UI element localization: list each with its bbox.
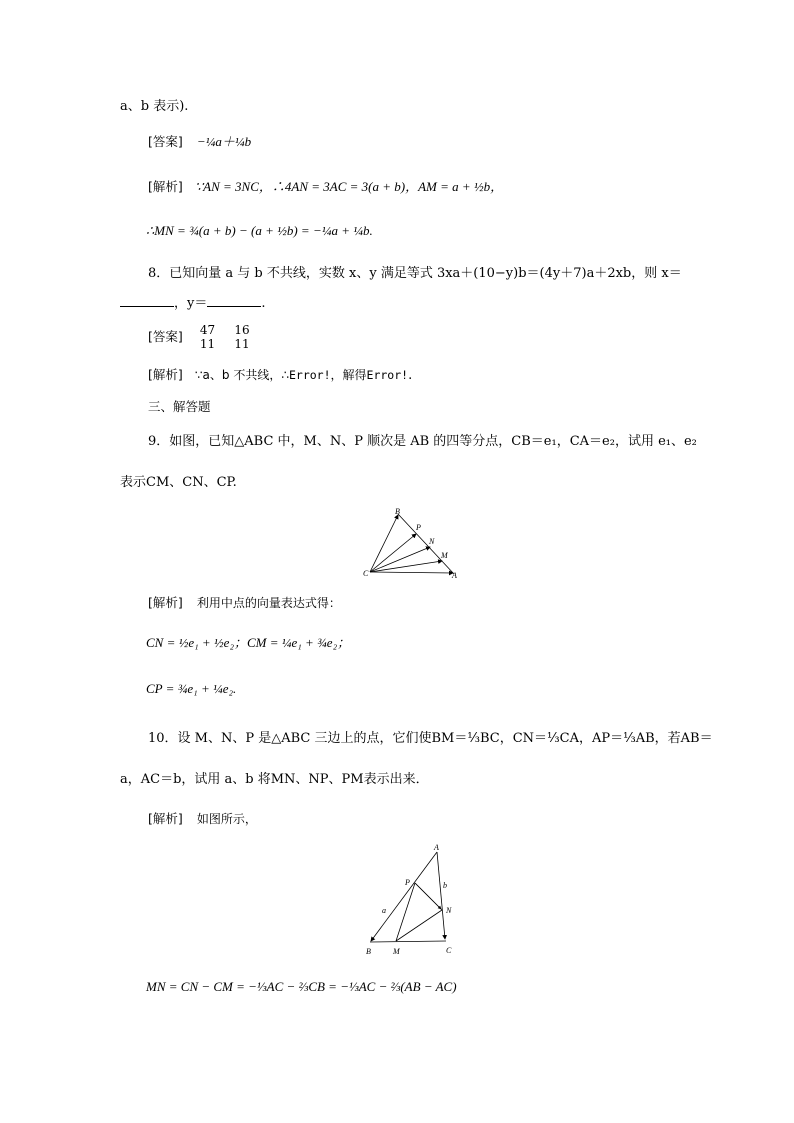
error-placeholder: Error!: [366, 368, 409, 382]
q8-solution-end: .: [408, 368, 413, 383]
q9-solution-line3: [146, 680, 236, 699]
q8-question-text: 8．已知向量 a 与 b 不共线，实数 x、y 满足等式 3xa＋(10−y)b＝(4y＋7)a＋2xb，则 x＝: [148, 266, 682, 281]
q9-solution-text3: CP = ¾e₁ + ¼e₂.: [146, 681, 237, 696]
q10-solution-row: [148, 810, 257, 829]
label-c: C: [363, 569, 369, 578]
q8-answer-x: [199, 323, 216, 351]
q9-question-text: 9．如图，已知△ABC 中，M、N、P 顺次是 AB 的四等分点，CB＝e₁，CA＝e₂，试用 e₁、e₂: [148, 434, 697, 449]
label-c: C: [446, 946, 452, 955]
q10-solution-line2: [146, 978, 457, 997]
section-heading: 三、解答题: [148, 399, 211, 414]
side-ab: [398, 514, 454, 574]
fraction-numerator: 47: [199, 323, 216, 337]
q8-solution-text: ∵a、b 不共线，∴: [194, 368, 289, 382]
fraction-denominator: 11: [199, 337, 216, 351]
q7-answer-row: [148, 133, 251, 152]
label-n: N: [446, 906, 452, 915]
q7-solution-text1: ∵AN = 3NC，∴4AN = 3AC = 3(a + b)，AM = a + ½b，: [194, 179, 504, 194]
text-line-top: a、b 表示).: [120, 99, 189, 114]
fraction-denominator: 11: [234, 337, 250, 351]
q9-solution-text1: 利用中点的向量表达式得：: [196, 596, 341, 610]
q9-question-line2: [120, 474, 237, 492]
answer-tag: [答案]: [148, 329, 183, 344]
q8-answer-row: [148, 323, 252, 351]
q8-solution-text-b: ，解得: [330, 368, 367, 382]
blank-x: [120, 294, 174, 307]
label-b: B: [366, 947, 371, 956]
label-p: P: [405, 878, 410, 887]
triangle-figure-q9: [360, 506, 464, 582]
q10-question-text2: a，AC＝b，试用 a、b 将MN、NP、PM表示出来．: [120, 772, 429, 787]
label-a-point: A: [434, 843, 439, 852]
triangle-figure-q10: [360, 840, 460, 960]
solution-tag: [解析]: [148, 179, 183, 194]
q10-question-text: 10．设 M、N、P 是△ABC 三边上的点，它们使BM＝⅓BC，CN＝⅓CA，AP＝⅓AB，若AB＝: [148, 731, 713, 746]
q10-solution-text2: MN = CN − CM = −⅓AC − ⅔CB = −⅓AC − ⅔(AB − AC): [146, 979, 457, 994]
label-b: B: [395, 507, 400, 516]
vector-cb: [370, 515, 398, 572]
blank-y: [207, 294, 261, 307]
q7-solution-line2: [146, 222, 373, 241]
label-vector-a: a: [382, 906, 386, 915]
side-bc: [370, 941, 446, 942]
q9-solution-line2: [146, 634, 350, 653]
answer-tag: [答案]: [148, 134, 183, 149]
solution-tag: [解析]: [148, 811, 183, 826]
q9-solution-row: [148, 594, 341, 613]
q8-question-line1: [148, 265, 682, 283]
solution-tag: [解析]: [148, 367, 183, 382]
label-a: A: [452, 571, 457, 580]
q7-answer-text: −¼a＋¼b: [196, 134, 252, 149]
q10-question-line1: [148, 730, 713, 748]
q10-solution-text1: 如图所示，: [196, 812, 257, 826]
label-vector-b: b: [443, 881, 447, 890]
q7-solution-line1: [148, 178, 503, 197]
q7-solution-text2: ∴MN = ¾(a + b) − (a + ½b) = −¼a + ¼b.: [146, 223, 373, 238]
label-m: M: [393, 947, 400, 956]
q8-solution-row: [148, 366, 412, 385]
solution-tag: [解析]: [148, 595, 183, 610]
vector-ac: [437, 852, 445, 939]
label-m: M: [441, 551, 448, 560]
q8-question-line2: ，y＝ .: [120, 294, 266, 313]
segment-mn: [396, 910, 442, 941]
q9-question-line1: [148, 433, 697, 451]
q8-answer-y: [233, 323, 250, 351]
q8-y-label: ，y＝: [174, 296, 208, 311]
q9-question-text2: 表示CM、CN、CP.: [120, 475, 237, 490]
vector-ca: [370, 572, 453, 573]
vector-ab: [371, 852, 437, 941]
q10-question-line2: [120, 771, 429, 789]
q9-solution-text2: CN = ½e₁ + ½e₂；CM = ¼e₁ + ¾e₂；: [146, 635, 351, 650]
fraction-numerator: 16: [234, 323, 250, 337]
vector-cn: [370, 547, 430, 572]
label-n: N: [429, 537, 435, 546]
label-p: P: [416, 523, 421, 532]
segment-pm: [396, 883, 415, 941]
error-placeholder: Error!: [288, 368, 331, 382]
vector-pn: [415, 883, 441, 909]
